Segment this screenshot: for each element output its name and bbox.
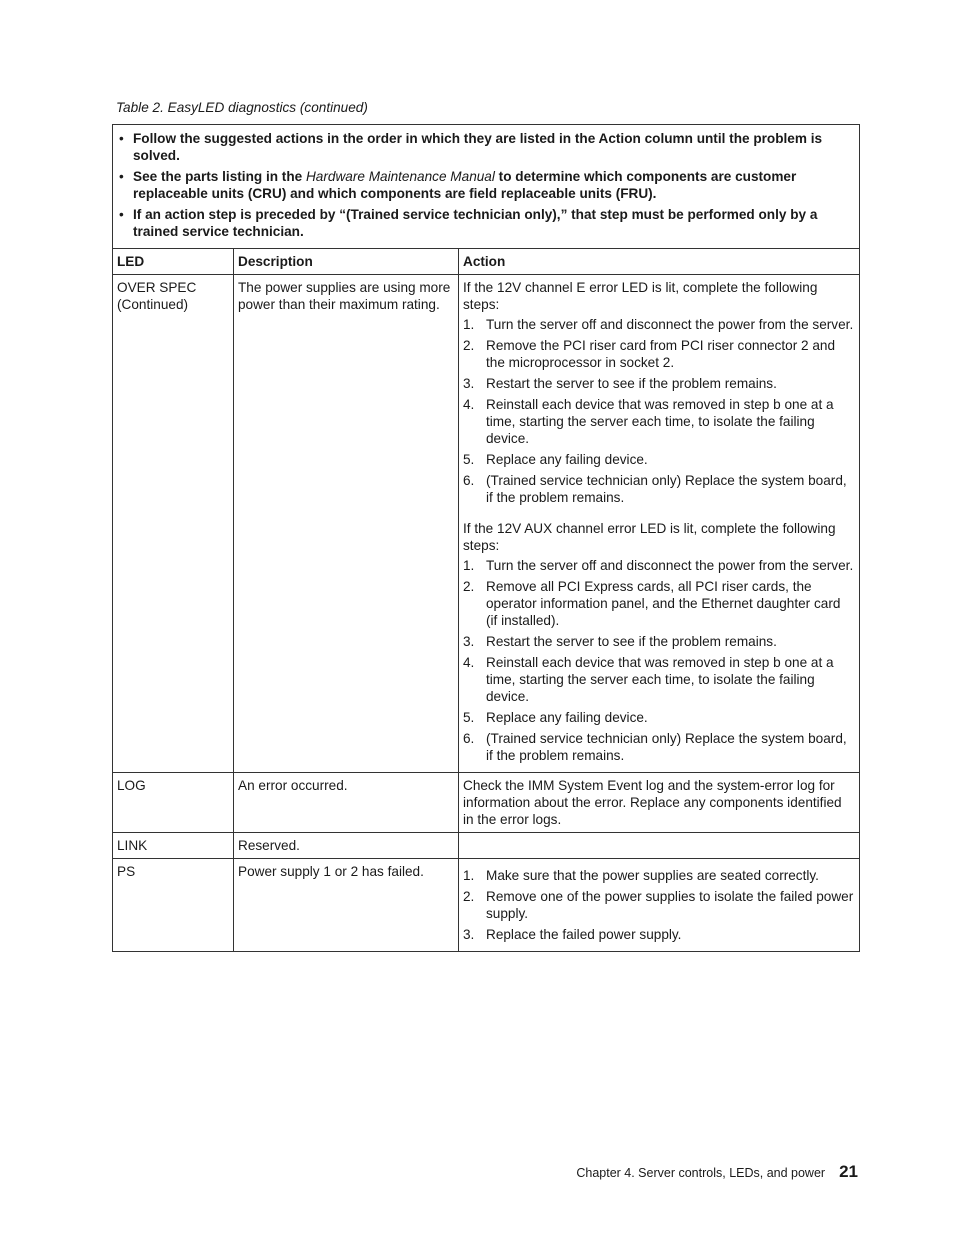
action-cell [459,833,860,859]
action-step [463,578,855,629]
action-step [463,375,855,392]
note-item [117,168,855,202]
action-cell [459,275,860,773]
action-step [463,557,855,574]
step-number: 1. [463,317,475,332]
action-step [463,888,855,922]
action-step [463,316,855,333]
action-steps [463,316,855,506]
step-number: 6. [463,731,475,746]
description-cell: Power supply 1 or 2 has failed. [234,859,459,952]
step-number: 3. [463,927,475,942]
table-row [113,859,860,952]
page-number: 21 [839,1162,858,1181]
step-number: 3. [463,634,475,649]
action-step [463,337,855,371]
step-text: Replace the failed power supply. [486,927,682,942]
step-number: 4. [463,655,475,670]
notes-list [117,130,855,240]
step-number: 5. [463,452,475,467]
step-text: Restart the server to see if the problem remains. [486,376,777,391]
header-row [113,249,860,275]
step-number: 4. [463,397,475,412]
led-cell: OVER SPEC (Continued) [113,275,234,773]
description-cell: The power supplies are using more power than their maximum rating. [234,275,459,773]
spacer [463,510,855,520]
step-number: 3. [463,376,475,391]
action-step [463,926,855,943]
action-intro: If the 12V AUX channel error LED is lit, complete the following steps: [463,521,836,553]
step-text: Replace any failing device. [486,452,648,467]
header-action: Action [459,249,860,275]
action-step [463,654,855,705]
step-text: Make sure that the power supplies are seated correctly. [486,868,819,883]
step-number: 6. [463,473,475,488]
action-step [463,709,855,726]
action-step [463,472,855,506]
step-number: 1. [463,558,475,573]
led-cell: PS [113,859,234,952]
table-caption: Table 2. EasyLED diagnostics (continued) [116,100,368,115]
note-item [117,206,855,240]
notes-row [113,125,860,249]
header-led: LED [113,249,234,275]
step-text: Reinstall each device that was removed in step b one at a time, starting the server each time, to isolate the failing device. [486,397,834,446]
step-number: 2. [463,338,475,353]
description-cell: Reserved. [234,833,459,859]
action-step [463,867,855,884]
step-number: 1. [463,868,475,883]
note-text: Follow the suggested actions in the order in which they are listed in the Action column until the problem is solved. [133,131,823,163]
action-cell [459,859,860,952]
note-text: If an action step is preceded by “(Trained service technician only),” that step must be performed only by a trained service technician. [133,207,818,239]
action-steps [463,557,855,764]
step-text: Turn the server off and disconnect the power from the server. [486,317,854,332]
table-row [113,833,860,859]
step-text: (Trained service technician only) Replace the system board, if the problem remains. [486,731,847,763]
action-cell: Check the IMM System Event log and the system-error log for information about the error. Replace any components identified in the error logs. [459,773,860,833]
action-steps [463,867,855,943]
led-cell: LOG [113,773,234,833]
action-step [463,396,855,447]
table-row [113,275,860,773]
step-number: 2. [463,889,475,904]
step-text: Restart the server to see if the problem remains. [486,634,777,649]
led-cell: LINK [113,833,234,859]
step-text: Remove all PCI Express cards, all PCI riser cards, the operator information panel, and the Ethernet daughter card (if installed). [486,579,841,628]
step-number: 2. [463,579,475,594]
table-row [113,773,860,833]
action-step [463,451,855,468]
page-footer [570,1163,858,1182]
easyled-diagnostics-table [112,124,860,952]
note-text: to determine which components are customer replaceable units (CRU) and which components are field replaceable units (FRU). [133,169,797,201]
chapter-title: Chapter 4. Server controls, LEDs, and power [576,1166,826,1180]
step-text: Remove one of the power supplies to isolate the failed power supply. [486,889,854,921]
action-step [463,633,855,650]
note-manual-title: Hardware Maintenance Manual [305,169,495,184]
note-item [117,130,855,164]
action-intro: If the 12V channel E error LED is lit, complete the following steps: [463,280,818,312]
description-cell: An error occurred. [234,773,459,833]
step-text: (Trained service technician only) Replace the system board, if the problem remains. [486,473,847,505]
step-text: Replace any failing device. [486,710,648,725]
step-number: 5. [463,710,475,725]
header-description: Description [234,249,459,275]
step-text: Turn the server off and disconnect the power from the server. [486,558,854,573]
note-text: See the parts listing in the [133,169,306,184]
step-text: Remove the PCI riser card from PCI riser connector 2 and the microprocessor in socket 2. [486,338,836,370]
notes-cell [113,125,860,249]
action-step [463,730,855,764]
step-text: Reinstall each device that was removed in step b one at a time, starting the server each time, to isolate the failing device. [486,655,834,704]
